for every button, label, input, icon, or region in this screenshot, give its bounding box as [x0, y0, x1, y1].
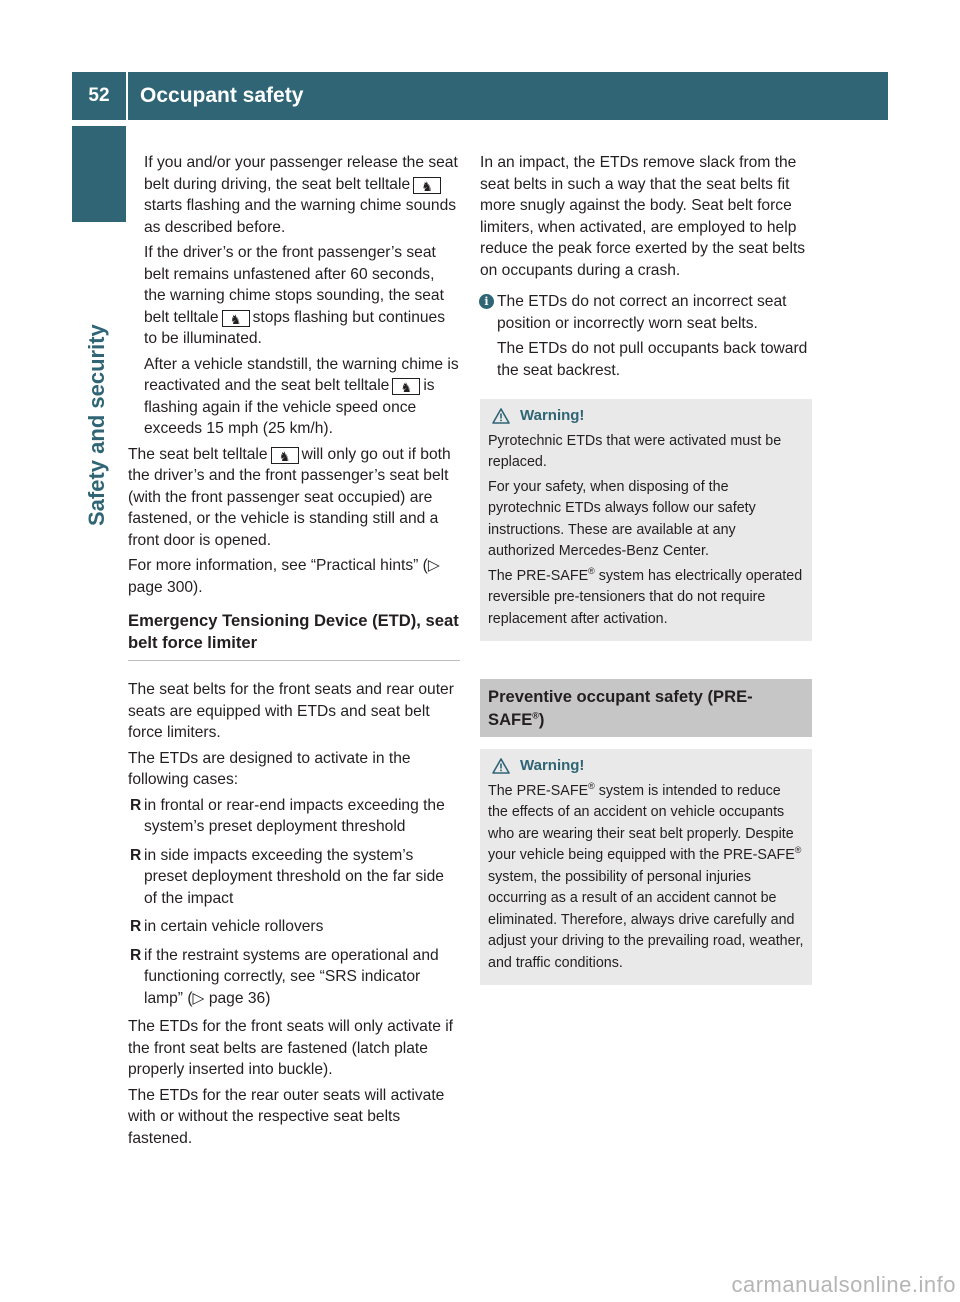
indented-block [128, 152, 460, 440]
page-number: 52 [72, 72, 126, 120]
paragraph: If the driver’s or the front passenger’s seat belt remains unfastened after 60 seconds, the warning chime stops sounding, the seat belt telltale ♞ stops flashing but continues to be illuminated. [144, 244, 446, 347]
info-text: The ETDs do not correct an incorrect seat position or incorrectly worn seat belts. [497, 293, 787, 332]
info-icon: i [479, 294, 494, 309]
warning-box-pre-safe [480, 749, 812, 985]
warning-text: The PRE-SAFE® system is intended to reduce the effects of an accident on vehicle occupants who are wearing their seat belt properly. Despite your vehicle being equipped with the PRE-SAFE® system, the possibility of personal injuries occurring as a result of an accident cannot be eliminated. Therefore, always drive carefully and adjust your driving to the prevailing road, weather, and traffic conditions. [488, 780, 804, 971]
section-heading-pre-safe: Preventive occupant safety (PRE-SAFE®) [480, 679, 812, 737]
paragraph: The ETDs for the rear outer seats will activate with or without the respective seat belts fastened. [128, 1086, 445, 1147]
list-item: R in frontal or rear-end impacts exceeding the system’s preset deployment threshold [130, 796, 445, 835]
warning-text: Pyrotechnic ETDs that were activated must be replaced. [488, 432, 782, 470]
warning-box-etd [480, 399, 812, 641]
seat-belt-telltale-icon: ♞ [271, 447, 299, 464]
bullet-marker: R [130, 946, 142, 964]
paragraph: The seat belts for the front seats and rear outer seats are equipped with ETDs and seat belt force limiters. [128, 681, 454, 741]
registered-mark: ® [588, 565, 595, 576]
warning-text: The PRE-SAFE® system has electrically operated reversible pre-tensioners that do not require replacement after activation. [488, 565, 803, 627]
bullet-marker: R [130, 918, 142, 935]
watermark: carmanualsonline.info [731, 1272, 956, 1297]
paragraph: The ETDs for the front seats will only activate if the front seat belts are fastened (latch plate properly inserted into buckle). [128, 1018, 453, 1078]
list-item: R if the restraint systems are operational and functioning correctly, see “SRS indicator lamp” (▷ page 36) [130, 946, 439, 1007]
list-item: R in side impacts exceeding the system’s preset deployment threshold on the far side of the impact [130, 846, 444, 907]
section-heading-etd: Emergency Tensioning Device (ETD), seat belt force limiter [128, 611, 459, 652]
list-item: R in certain vehicle rollovers [128, 916, 460, 938]
warning-title: Warning! [488, 405, 804, 427]
sidebar-section-label: Safety and security [84, 324, 109, 526]
page-reference-practical-hints: For more information, see “Practical hints” (▷ page 300). [128, 557, 440, 596]
right-column [480, 152, 812, 985]
registered-mark: ® [532, 710, 539, 721]
paragraph: After a vehicle standstill, the warning chime is reactivated and the seat belt telltale ♞ is flashing again if the vehicle speed once exceeds 15 mph (25 km/h). [144, 355, 459, 437]
warning-triangle-icon [492, 408, 510, 424]
activation-cases-list [128, 795, 460, 1010]
sidebar-tab-block [72, 126, 126, 222]
seat-belt-telltale-icon: ♞ [222, 310, 250, 327]
paragraph: The seat belt telltale ♞ will only go out if both the driver’s and the front passenger’s seat belt (with the front passenger seat occupied) are fastened, or the vehicle is standing still and a front door is opened. [128, 445, 451, 549]
info-note [480, 291, 812, 381]
bullet-marker: R [130, 846, 142, 864]
paragraph: If you and/or your passenger release the seat belt during driving, the seat belt telltale ♞starts flashing and the warning chime sounds as described before. [144, 154, 458, 236]
paragraph: The ETDs are designed to activate in the following cases: [128, 749, 411, 788]
warning-triangle-icon [492, 758, 510, 774]
page-title: Occupant safety [128, 72, 888, 120]
bullet-marker: R [130, 796, 142, 814]
warning-title: Warning! [488, 755, 804, 777]
info-text: The ETDs do not pull occupants back toward the seat backrest. [497, 340, 808, 379]
registered-mark: ® [588, 780, 595, 791]
paragraph: In an impact, the ETDs remove slack from the seat belts in such a way that the seat belts fit more snugly against the body. Seat belt force limiters, when activated, are employed to help reduce the peak force exerted by the seat belts on occupants during a crash. [480, 154, 806, 279]
heading-divider [128, 660, 460, 661]
registered-mark: ® [794, 845, 802, 856]
left-column [128, 152, 460, 1153]
seat-belt-telltale-icon: ♞ [392, 378, 420, 395]
warning-text: For your safety, when disposing of the pyrotechnic ETDs always follow our safety instructions. These are available at any authorized Mercedes-Benz Center. [488, 478, 756, 559]
seat-belt-telltale-icon: ♞ [413, 177, 441, 194]
